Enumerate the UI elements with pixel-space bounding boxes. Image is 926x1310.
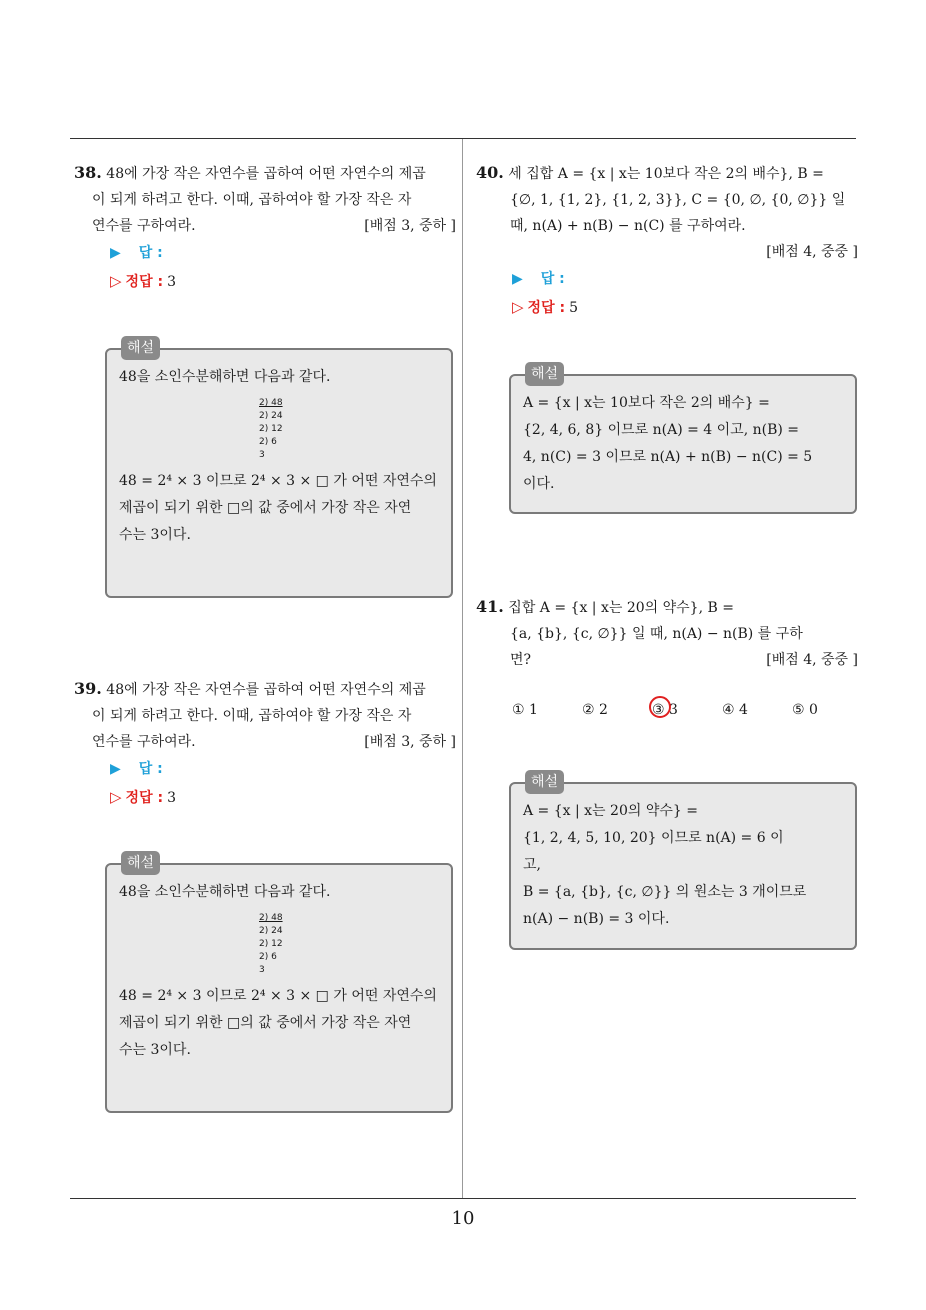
solution-line: 48 = 2⁴ × 3 이므로 2⁴ × 3 × □ 가 어떤 자연수의 (119, 473, 437, 489)
solution-box-40 (509, 366, 857, 514)
problem-line: 연수를 구하여라. (92, 218, 196, 234)
play-triangle-icon: ▶ (110, 245, 121, 261)
solution-tag: 해설 (121, 336, 160, 360)
problem-number: 40. (476, 163, 504, 182)
solution-tag: 해설 (121, 851, 160, 875)
correct-label: 정답 : (527, 300, 566, 316)
score-meta: [배점 4, 중중 ] (766, 244, 858, 260)
solution-line: n(A) − n(B) = 3 이다. (523, 911, 670, 927)
answer-line (110, 755, 456, 783)
play-triangle-icon: ▶ (110, 761, 121, 777)
tree-row: 2) 6 (259, 437, 277, 447)
tree-row: 2) 12 (259, 424, 283, 434)
correct-answer-line (110, 267, 456, 296)
solution-line: 수는 3이다. (119, 1042, 191, 1058)
correct-value: 5 (569, 300, 578, 316)
problem-38 (74, 160, 456, 296)
problem-38-text (74, 160, 456, 239)
problem-number: 41. (476, 597, 504, 616)
problem-line: 때, n(A) + n(B) − n(C) 를 구하여라. (510, 218, 746, 234)
correct-value: 3 (167, 274, 176, 290)
correct-label: 정답 : (125, 274, 164, 290)
problem-39-text (74, 676, 456, 755)
selected-circle-mark (649, 696, 671, 718)
footer-rule (70, 1198, 856, 1199)
choice-2[interactable]: ② 2 (582, 702, 608, 718)
problem-line: 세 집합 A = {x | x는 10보다 작은 2의 배수}, B = (508, 166, 824, 182)
tree-row: 2) 48 (259, 913, 283, 923)
answer-label: 답 : (138, 245, 163, 261)
header-rule (70, 138, 856, 139)
solution-tag: 해설 (525, 770, 564, 794)
problem-line: 48에 가장 작은 자연수를 곱하여 어떤 자연수의 제곱 (106, 166, 426, 182)
problem-line: 이 되게 하려고 한다. 이때, 곱하여야 할 가장 작은 자 (92, 708, 412, 724)
score-meta: [배점 3, 중하 ] (364, 734, 456, 750)
solution-line: 고, (523, 857, 541, 873)
problem-line: {a, {b}, {c, ∅}} 일 때, n(A) − n(B) 를 구하 (510, 626, 803, 642)
correct-label: 정답 : (125, 790, 164, 806)
correct-answer-line (512, 293, 858, 322)
problem-41-text (476, 594, 858, 673)
solution-line: A = {x | x는 20의 약수} = (523, 803, 698, 819)
choice-3[interactable] (652, 702, 722, 718)
problem-line: 면? (510, 652, 532, 668)
tree-row: 2) 48 (259, 398, 283, 408)
column-divider (462, 139, 463, 1199)
solution-line: 이다. (523, 476, 555, 492)
solution-line: 제곱이 되기 위한 □의 값 중에서 가장 작은 자연 (119, 500, 412, 516)
solution-box-38 (105, 340, 453, 598)
correct-value: 3 (167, 790, 176, 806)
choice-5[interactable]: ⑤ 0 (792, 702, 818, 718)
solution-line: 수는 3이다. (119, 527, 191, 543)
factor-tree (259, 912, 299, 977)
solution-line: 제곱이 되기 위한 □의 값 중에서 가장 작은 자연 (119, 1015, 412, 1031)
open-triangle-icon: ▷ (110, 788, 122, 806)
problem-line: 48에 가장 작은 자연수를 곱하여 어떤 자연수의 제곱 (106, 682, 426, 698)
solution-line: A = {x | x는 10보다 작은 2의 배수} = (523, 395, 770, 411)
problem-number: 39. (74, 679, 102, 698)
open-triangle-icon: ▷ (110, 272, 122, 290)
tree-row: 3 (259, 450, 265, 460)
correct-answer-line (110, 783, 456, 812)
problem-line: 이 되게 하려고 한다. 이때, 곱하여야 할 가장 작은 자 (92, 192, 412, 208)
score-meta: [배점 4, 중중 ] (766, 652, 858, 668)
tree-row: 3 (259, 965, 265, 975)
open-triangle-icon: ▷ (512, 298, 524, 316)
tree-row: 2) 24 (259, 411, 283, 421)
answer-label: 답 : (138, 761, 163, 777)
solution-line: 4, n(C) = 3 이므로 n(A) + n(B) − n(C) = 5 (523, 449, 813, 465)
problem-39 (74, 676, 456, 812)
play-triangle-icon: ▶ (512, 271, 523, 287)
choice-1[interactable]: ① 1 (512, 702, 538, 718)
problem-41 (476, 594, 858, 673)
solution-tag: 해설 (525, 362, 564, 386)
answer-line (110, 239, 456, 267)
factor-tree (259, 397, 299, 462)
solution-line: {2, 4, 6, 8} 이므로 n(A) = 4 이고, n(B) = (523, 422, 800, 438)
problem-40-text (476, 160, 858, 239)
solution-line: 48을 소인수분해하면 다음과 같다. (119, 369, 331, 385)
choice-4[interactable]: ④ 4 (722, 702, 748, 718)
problem-line: 연수를 구하여라. (92, 734, 196, 750)
solution-box-41 (509, 774, 857, 950)
page-number: 10 (451, 1208, 475, 1229)
solution-line: B = {a, {b}, {c, ∅}} 의 원소는 3 개이므로 (523, 884, 807, 900)
problem-line: {∅, 1, {1, 2}, {1, 2, 3}}, C = {0, ∅, {0, ∅}} 일 (510, 192, 846, 208)
problem-line: 집합 A = {x | x는 20의 약수}, B = (508, 600, 734, 616)
choice-3-label: ③ 3 (652, 702, 678, 718)
solution-box-39 (105, 855, 453, 1113)
solution-line: {1, 2, 4, 5, 10, 20} 이므로 n(A) = 6 이 (523, 830, 784, 846)
tree-row: 2) 24 (259, 926, 283, 936)
answer-choices (512, 702, 862, 718)
tree-row: 2) 12 (259, 939, 283, 949)
solution-line: 48을 소인수분해하면 다음과 같다. (119, 884, 331, 900)
answer-line (512, 265, 858, 293)
score-meta: [배점 3, 중하 ] (364, 218, 456, 234)
solution-line: 48 = 2⁴ × 3 이므로 2⁴ × 3 × □ 가 어떤 자연수의 (119, 988, 437, 1004)
problem-40 (476, 160, 858, 322)
answer-label: 답 : (540, 271, 565, 287)
problem-number: 38. (74, 163, 102, 182)
tree-row: 2) 6 (259, 952, 277, 962)
